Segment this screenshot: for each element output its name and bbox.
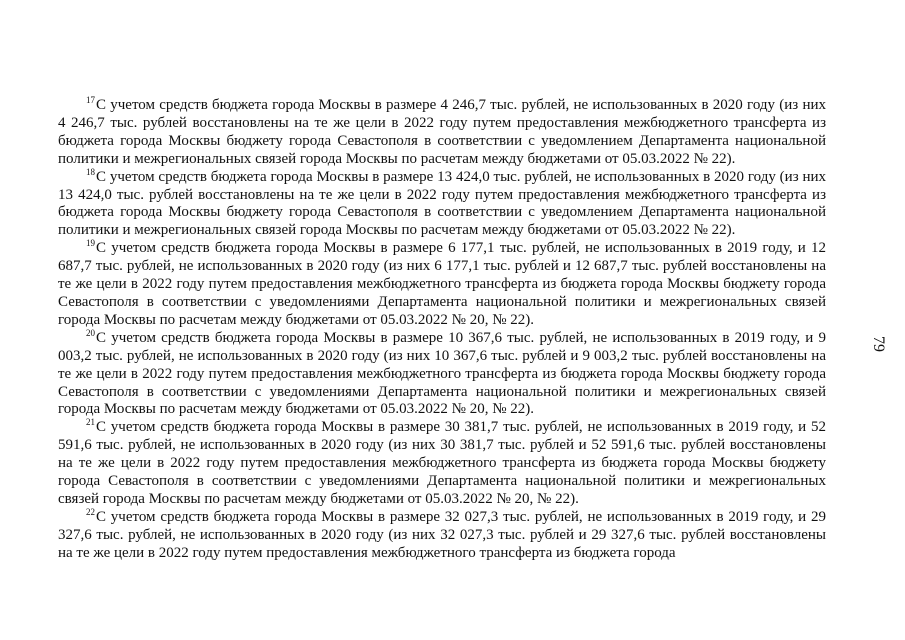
footnote-number: 19: [86, 238, 95, 249]
footnote-text: С учетом средств бюджета города Москвы в размере 10 367,6 тыс. рублей, не использованных в 2019 году, и 9 003,2 тыс. рублей, не использованных в 2020 году (из них 10 367,6 тыс. рублей и 9 003,2 тыс. рублей восстановлены на те же цели в 2022 году путем предоставления межбюджетного трансферта из бюджета города Москвы бюджету города Севастополя в соответствии с уведомлениями Департамента национальной политики и межрегиональных связей города Москвы по расчетам между бюджетами от 05.03.2022 № 20, № 22).: [58, 329, 826, 418]
footnote-number: 18: [86, 166, 95, 177]
footnotes-block: [58, 97, 826, 563]
footnote-text: С учетом средств бюджета города Москвы в размере 4 246,7 тыс. рублей, не использованных в 2020 году (из них 4 246,7 тыс. рублей восстановлены на те же цели в 2022 году путем предоставления межбюджетного трансферта из бюджета города Москвы бюджету города Севастополя в соответствии с уведомлением Департамента национальной политики и межрегиональных связей города Москвы по расчетам между бюджетами от 05.03.2022 № 22).: [58, 97, 826, 167]
footnote-number: 17: [86, 95, 95, 105]
footnote-text: С учетом средств бюджета города Москвы в размере 6 177,1 тыс. рублей, не использованных в 2019 году, и 12 687,7 тыс. рублей, не использованных в 2020 году (из них 6 177,1 тыс. рублей и 12 687,7 тыс. рублей восстановлены на те же цели в 2022 году путем предоставления межбюджетного трансферта из бюджета города Москвы бюджету города Севастополя в соответствии с уведомлениями Департамента национальной политики и межрегиональных связей города Москвы по расчетам между бюджетами от 05.03.2022 № 20, № 22).: [58, 240, 826, 328]
footnote-text: С учетом средств бюджета города Москвы в размере 13 424,0 тыс. рублей, не использованных в 2020 году (из них 13 424,0 тыс. рублей восстановлены на те же цели в 2022 году путем предоставления межбюджетного трансферта из бюджета города Москвы бюджету города Севастополя в соответствии с уведомлением Департамента национальной политики и межрегиональных связей города Москвы по расчетам между бюджетами от 05.03.2022 № 22).: [58, 168, 826, 239]
footnote-22: [58, 506, 826, 563]
footnote-number: 21: [86, 417, 95, 428]
footnote-20: [58, 327, 826, 420]
page-number: 79: [870, 336, 887, 352]
footnote-text: С учетом средств бюджета города Москвы в размере 32 027,3 тыс. рублей, не использованных в 2019 году, и 29 327,6 тыс. рублей, не использованных в 2020 году (из них 32 027,3 тыс. рублей и 29 327,6 тыс. рублей восстановлены на те же цели в 2022 году путем предоставления межбюджетного трансферта из бюджета города: [58, 508, 826, 561]
footnote-number: 20: [86, 327, 95, 338]
footnote-text: С учетом средств бюджета города Москвы в размере 30 381,7 тыс. рублей, не использованных в 2019 году, и 52 591,6 тыс. рублей, не использованных в 2020 году (из них 30 381,7 тыс. рублей и 52 591,6 тыс. рублей восстановлены на те же цели в 2022 году путем предоставления межбюджетного трансферта из бюджета города Москвы бюджету города Севастополя в соответствии с уведомлениями Департамента национальной политики и межрегиональных связей города Москвы по расчетам между бюджетами от 05.03.2022 № 20, № 22).: [58, 419, 826, 507]
footnote-number: 22: [86, 506, 95, 517]
footnote-19: [58, 240, 826, 330]
footnote-18: [58, 166, 826, 241]
footnote-21: [58, 419, 826, 509]
footnote-17: [58, 97, 826, 169]
